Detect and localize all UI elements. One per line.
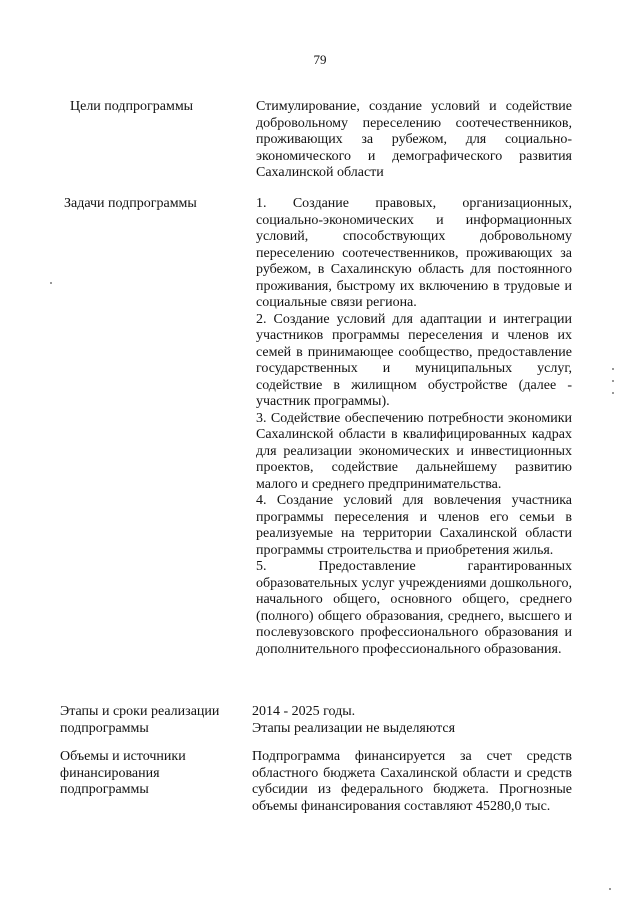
scan-speck: [50, 282, 52, 284]
tasks-list: [256, 196, 572, 658]
task-item-5: 5. Предоставление гарантированных образовательных услуг учреждениями дошкольного, начального общего, основного общего, среднего (полного) общего образования, среднего, высшего и послевузовского профессионального образования и дополнительного профессионального образования.: [256, 559, 572, 657]
funding-text: Подпрограмма финансируется за счет средств областного бюджета Сахалинской области и средств субсидии из федерального бюджета. Прогнозные объемы финансирования составляют 45280,0 тыс.: [252, 749, 572, 814]
page-number: 79: [313, 52, 327, 67]
stages-note: Этапы реализации не выделяются: [252, 720, 456, 736]
stages-label: Этапы и сроки реализации подпрограммы: [60, 704, 220, 736]
task-item-3: 3. Содействие обеспечению потребности экономики Сахалинской области в квалифицированных кадрах для реализации экономических и инвестиционных проектов, содействие дальнейшему развитию малого и среднего предпринимательства.: [256, 410, 572, 492]
task-item-4: 4. Создание условий для вовлечения участника программы переселения и членов его семьи в реализуемые на территории Сахалинской области программы строительства и приобретения жилья.: [256, 493, 572, 558]
scan-speck: [612, 368, 614, 370]
stages-period: 2014 - 2025 годы.: [252, 704, 356, 719]
funding-label: Объемы и источники финансирования подпрограммы: [60, 749, 186, 797]
stages-content: [252, 704, 568, 737]
scan-speck: [612, 392, 614, 394]
goals-label: Цели подпрограммы: [70, 99, 194, 114]
tasks-label: Задачи подпрограммы: [64, 196, 197, 211]
goals-text: Стимулирование, создание условий и содействие добровольному переселению соотечественников, проживающих за рубежом, для социально-экономического и демографического развития Сахалинской области: [256, 99, 572, 180]
task-item-2: 2. Создание условий для адаптации и интеграции участников программы переселения и членов их семей в принимающее сообщество, предоставление государственных и муниципальных услуг, содействие в жилищном обустройстве (далее - участник программы).: [256, 311, 572, 409]
task-item-1: 1. Создание правовых, организационных, социально-экономических и информационных условий, способствующих добровольному переселению соотечественников, проживающих за рубежом, в Сахалинскую область для постоянного проживания, быстрому их включению в трудовые и социальные связи региона.: [256, 196, 572, 310]
scan-speck: [612, 380, 614, 382]
scan-speck: [609, 888, 611, 890]
